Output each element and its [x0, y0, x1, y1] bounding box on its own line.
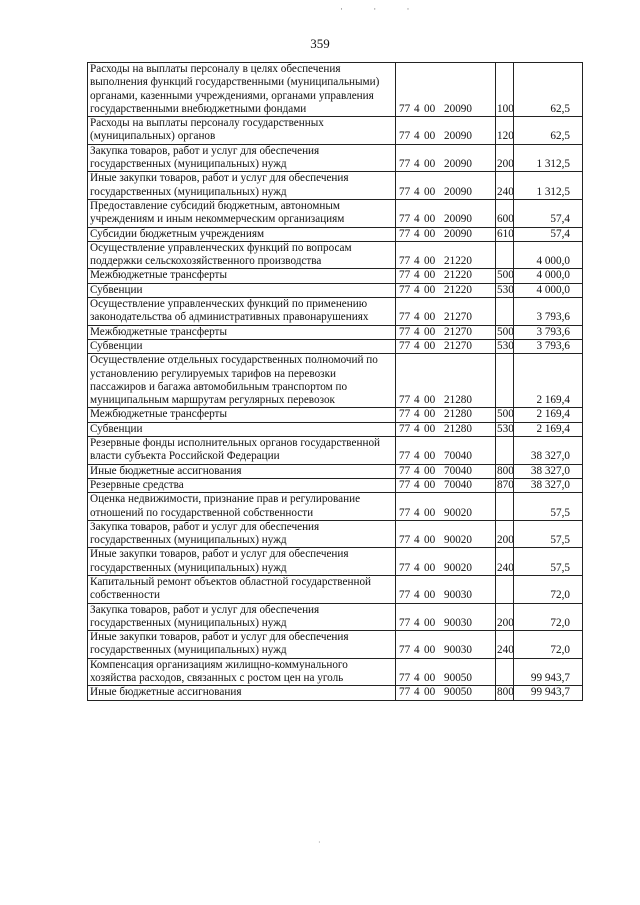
row-code: [396, 493, 496, 521]
row-sum: 38 327,0: [514, 478, 583, 492]
row-name: Резервные фонды исполнительных органов государственной власти субъекта Российской Федерации: [88, 437, 396, 465]
table-row: [88, 408, 583, 422]
row-name: Резервные средства: [88, 478, 396, 492]
row-code: [396, 603, 496, 631]
table-row: [88, 658, 583, 686]
row-expense-type: [496, 658, 514, 686]
row-expense-type: 870: [497, 478, 514, 491]
code-main-event: 00: [424, 311, 436, 324]
code-subprogram: 4: [414, 158, 420, 171]
table-row: [88, 325, 583, 339]
row-sum: 57,5: [514, 493, 583, 521]
row-expense-type: 800: [497, 686, 514, 699]
table-row: [88, 493, 583, 521]
row-expense-type: 530: [497, 339, 514, 352]
row-expense-type: 200: [496, 520, 514, 548]
row-sum: 57,5: [514, 520, 583, 548]
table-row: [88, 199, 583, 227]
code-subprogram: 4: [414, 102, 420, 115]
code-direction: 20090: [444, 213, 472, 226]
row-sum: 4 000,0: [514, 241, 583, 269]
code-subprogram: 4: [414, 422, 420, 435]
code-direction: 20090: [444, 130, 472, 143]
row-name: Предоставление субсидий бюджетным, автономным учреждениям и иным некоммерческим организациям: [88, 199, 396, 227]
row-code: [396, 520, 496, 548]
row-name: Осуществление отдельных государственных полномочий по установлению регулируемых тарифов на перевозки пассажиров и багажа автомобильным транспортом по муниципальным маршрутам регулярных перевозок: [88, 354, 396, 408]
code-program: 77: [399, 185, 411, 198]
budget-table: [87, 62, 583, 701]
page-number: 359: [310, 36, 330, 51]
code-program: 77: [399, 255, 411, 268]
code-direction: 21270: [444, 325, 472, 338]
code-direction: 21270: [444, 339, 472, 352]
row-code: [396, 172, 496, 200]
code-program: 77: [399, 644, 411, 657]
row-sum: 38 327,0: [514, 464, 583, 478]
code-main-event: 00: [424, 130, 436, 143]
row-code: [396, 478, 496, 492]
table-row: [88, 686, 583, 700]
row-name: Иные закупки товаров, работ и услуг для обеспечения государственных (муниципальных) нужд: [88, 548, 396, 576]
scan-mark: ·: [318, 838, 321, 847]
row-code: [396, 339, 496, 353]
row-expense-type: 800: [497, 464, 514, 477]
table-row: [88, 227, 583, 241]
code-direction: 21280: [444, 422, 472, 435]
row-code: [396, 686, 496, 700]
code-direction: 21280: [444, 408, 472, 421]
row-sum: 62,5: [514, 117, 583, 145]
code-main-event: 00: [424, 269, 436, 282]
code-program: 77: [399, 686, 411, 699]
row-expense-type: 200: [496, 603, 514, 631]
row-expense-type: [496, 354, 514, 408]
code-main-event: 00: [424, 213, 436, 226]
row-code: [396, 325, 496, 339]
code-direction: 90030: [444, 616, 472, 629]
row-sum: 62,5: [514, 63, 583, 117]
row-name: Межбюджетные трансферты: [88, 325, 396, 339]
row-code: [396, 117, 496, 145]
code-subprogram: 4: [414, 506, 420, 519]
code-program: 77: [399, 102, 411, 115]
row-name: Субвенции: [88, 339, 396, 353]
row-name: Компенсация организациям жилищно-коммунального хозяйства расходов, связанных с ростом цен на уголь: [88, 658, 396, 686]
row-sum: 57,4: [514, 199, 583, 227]
row-expense-type: [496, 575, 514, 603]
table-row: [88, 339, 583, 353]
table-row: [88, 269, 583, 283]
row-name: Иные закупки товаров, работ и услуг для обеспечения государственных (муниципальных) нужд: [88, 631, 396, 659]
code-direction: 20090: [444, 227, 472, 240]
code-program: 77: [399, 450, 411, 463]
table-row: [88, 464, 583, 478]
table-row: [88, 117, 583, 145]
row-code: [396, 658, 496, 686]
row-code: [396, 548, 496, 576]
table-row: [88, 354, 583, 408]
row-expense-type: 500: [497, 408, 514, 421]
row-expense-type: 200: [496, 144, 514, 172]
code-main-event: 00: [424, 158, 436, 171]
code-subprogram: 4: [414, 130, 420, 143]
code-subprogram: 4: [414, 450, 420, 463]
code-program: 77: [399, 672, 411, 685]
row-sum: 72,0: [514, 575, 583, 603]
row-expense-type: 120: [496, 117, 514, 145]
table-row: [88, 478, 583, 492]
row-sum: 3 793,6: [514, 298, 583, 326]
row-expense-type: [496, 298, 514, 326]
code-program: 77: [399, 394, 411, 407]
row-code: [396, 422, 496, 436]
code-main-event: 00: [424, 102, 436, 115]
code-main-event: 00: [424, 450, 436, 463]
row-sum: 99 943,7: [514, 658, 583, 686]
code-subprogram: 4: [414, 408, 420, 421]
row-code: [396, 241, 496, 269]
code-direction: 21280: [444, 394, 472, 407]
code-subprogram: 4: [414, 255, 420, 268]
code-direction: 90050: [444, 686, 472, 699]
code-direction: 20090: [444, 158, 472, 171]
table-row: [88, 575, 583, 603]
code-program: 77: [399, 506, 411, 519]
code-direction: 90030: [444, 589, 472, 602]
code-program: 77: [399, 227, 411, 240]
code-direction: 90020: [444, 561, 472, 574]
code-main-event: 00: [424, 325, 436, 338]
row-expense-type: 240: [496, 631, 514, 659]
row-code: [396, 63, 496, 117]
code-program: 77: [399, 561, 411, 574]
code-subprogram: 4: [414, 561, 420, 574]
code-direction: 21220: [444, 283, 472, 296]
code-program: 77: [399, 158, 411, 171]
code-program: 77: [399, 213, 411, 226]
row-name: Иные бюджетные ассигнования: [88, 464, 396, 478]
code-main-event: 00: [424, 589, 436, 602]
code-subprogram: 4: [414, 213, 420, 226]
row-expense-type: 530: [497, 422, 514, 435]
code-program: 77: [399, 283, 411, 296]
table-row: [88, 631, 583, 659]
code-direction: 90020: [444, 534, 472, 547]
code-main-event: 00: [424, 255, 436, 268]
row-expense-type: 530: [497, 283, 514, 296]
row-sum: 3 793,6: [514, 325, 583, 339]
row-name: Иные закупки товаров, работ и услуг для обеспечения государственных (муниципальных) нужд: [88, 172, 396, 200]
row-sum: 2 169,4: [514, 422, 583, 436]
code-subprogram: 4: [414, 311, 420, 324]
table-body: [88, 63, 583, 701]
row-sum: 1 312,5: [514, 144, 583, 172]
row-sum: 4 000,0: [514, 269, 583, 283]
row-code: [396, 227, 496, 241]
code-subprogram: 4: [414, 589, 420, 602]
row-name: Закупка товаров, работ и услуг для обеспечения государственных (муниципальных) нужд: [88, 603, 396, 631]
row-sum: 99 943,7: [514, 686, 583, 700]
row-expense-type: 610: [497, 227, 514, 240]
row-sum: 72,0: [514, 631, 583, 659]
code-direction: 21220: [444, 255, 472, 268]
code-direction: 21220: [444, 269, 472, 282]
code-subprogram: 4: [414, 185, 420, 198]
code-program: 77: [399, 422, 411, 435]
row-sum: 3 793,6: [514, 339, 583, 353]
code-direction: 70040: [444, 478, 472, 491]
code-main-event: 00: [424, 464, 436, 477]
row-expense-type: 600: [496, 199, 514, 227]
code-subprogram: 4: [414, 464, 420, 477]
row-name: Субвенции: [88, 283, 396, 297]
code-program: 77: [399, 464, 411, 477]
row-sum: 72,0: [514, 603, 583, 631]
code-program: 77: [399, 311, 411, 324]
code-program: 77: [399, 589, 411, 602]
code-main-event: 00: [424, 227, 436, 240]
code-direction: 90030: [444, 644, 472, 657]
row-code: [396, 631, 496, 659]
row-name: Межбюджетные трансферты: [88, 408, 396, 422]
code-subprogram: 4: [414, 283, 420, 296]
row-name: Расходы на выплаты персоналу в целях обеспечения выполнения функций государственными (муниципальными) органами, казенными учреждениями, органами управления государственными внебюджетными фондами: [88, 63, 396, 117]
row-name: Субсидии бюджетным учреждениям: [88, 227, 396, 241]
row-expense-type: 240: [496, 548, 514, 576]
row-name: Межбюджетные трансферты: [88, 269, 396, 283]
code-subprogram: 4: [414, 227, 420, 240]
scan-specks: · · ·: [340, 4, 424, 14]
row-code: [396, 575, 496, 603]
code-direction: 90050: [444, 672, 472, 685]
code-subprogram: 4: [414, 339, 420, 352]
code-main-event: 00: [424, 185, 436, 198]
table-row: [88, 520, 583, 548]
code-main-event: 00: [424, 672, 436, 685]
row-name: Закупка товаров, работ и услуг для обеспечения государственных (муниципальных) нужд: [88, 144, 396, 172]
code-main-event: 00: [424, 422, 436, 435]
code-direction: 21270: [444, 311, 472, 324]
code-main-event: 00: [424, 283, 436, 296]
table-row: [88, 422, 583, 436]
row-code: [396, 437, 496, 465]
code-main-event: 00: [424, 478, 436, 491]
code-subprogram: 4: [414, 394, 420, 407]
table-row: [88, 144, 583, 172]
code-program: 77: [399, 408, 411, 421]
row-expense-type: [496, 493, 514, 521]
table-row: [88, 283, 583, 297]
row-sum: 38 327,0: [514, 437, 583, 465]
code-main-event: 00: [424, 616, 436, 629]
row-name: Расходы на выплаты персоналу государственных (муниципальных) органов: [88, 117, 396, 145]
row-name: Осуществление управленческих функций по применению законодательства об административных правонарушениях: [88, 298, 396, 326]
code-program: 77: [399, 478, 411, 491]
code-program: 77: [399, 130, 411, 143]
code-subprogram: 4: [414, 644, 420, 657]
code-main-event: 00: [424, 644, 436, 657]
code-direction: 90020: [444, 506, 472, 519]
code-subprogram: 4: [414, 616, 420, 629]
row-name: Субвенции: [88, 422, 396, 436]
code-subprogram: 4: [414, 686, 420, 699]
row-code: [396, 354, 496, 408]
table-row: [88, 548, 583, 576]
row-expense-type: 100: [496, 63, 514, 117]
row-code: [396, 144, 496, 172]
code-direction: 20090: [444, 102, 472, 115]
code-main-event: 00: [424, 506, 436, 519]
row-sum: 4 000,0: [514, 283, 583, 297]
code-subprogram: 4: [414, 672, 420, 685]
code-program: 77: [399, 616, 411, 629]
row-code: [396, 408, 496, 422]
row-expense-type: 500: [497, 325, 514, 338]
code-direction: 70040: [444, 464, 472, 477]
table-row: [88, 172, 583, 200]
row-expense-type: 240: [496, 172, 514, 200]
code-main-event: 00: [424, 686, 436, 699]
table-row: [88, 298, 583, 326]
row-code: [396, 199, 496, 227]
row-code: [396, 298, 496, 326]
table-row: [88, 603, 583, 631]
code-main-event: 00: [424, 561, 436, 574]
row-expense-type: [496, 241, 514, 269]
row-name: Капитальный ремонт объектов областной государственной собственности: [88, 575, 396, 603]
code-main-event: 00: [424, 408, 436, 421]
code-direction: 70040: [444, 450, 472, 463]
code-main-event: 00: [424, 339, 436, 352]
row-sum: 57,4: [514, 227, 583, 241]
row-code: [396, 283, 496, 297]
table-row: [88, 63, 583, 117]
code-subprogram: 4: [414, 478, 420, 491]
row-code: [396, 269, 496, 283]
row-sum: 2 169,4: [514, 408, 583, 422]
code-program: 77: [399, 534, 411, 547]
code-program: 77: [399, 339, 411, 352]
code-program: 77: [399, 325, 411, 338]
row-name: Закупка товаров, работ и услуг для обеспечения государственных (муниципальных) нужд: [88, 520, 396, 548]
code-program: 77: [399, 269, 411, 282]
table-row: [88, 437, 583, 465]
row-name: Осуществление управленческих функций по вопросам поддержки сельскохозяйственного производства: [88, 241, 396, 269]
row-code: [396, 464, 496, 478]
code-subprogram: 4: [414, 269, 420, 282]
code-subprogram: 4: [414, 325, 420, 338]
code-direction: 20090: [444, 185, 472, 198]
row-sum: 2 169,4: [514, 354, 583, 408]
table-row: [88, 241, 583, 269]
row-name: Иные бюджетные ассигнования: [88, 686, 396, 700]
row-expense-type: [496, 437, 514, 465]
row-expense-type: 500: [497, 269, 514, 282]
row-name: Оценка недвижимости, признание прав и регулирование отношений по государственной собственности: [88, 493, 396, 521]
row-sum: 57,5: [514, 548, 583, 576]
code-main-event: 00: [424, 534, 436, 547]
code-main-event: 00: [424, 394, 436, 407]
code-subprogram: 4: [414, 534, 420, 547]
row-sum: 1 312,5: [514, 172, 583, 200]
